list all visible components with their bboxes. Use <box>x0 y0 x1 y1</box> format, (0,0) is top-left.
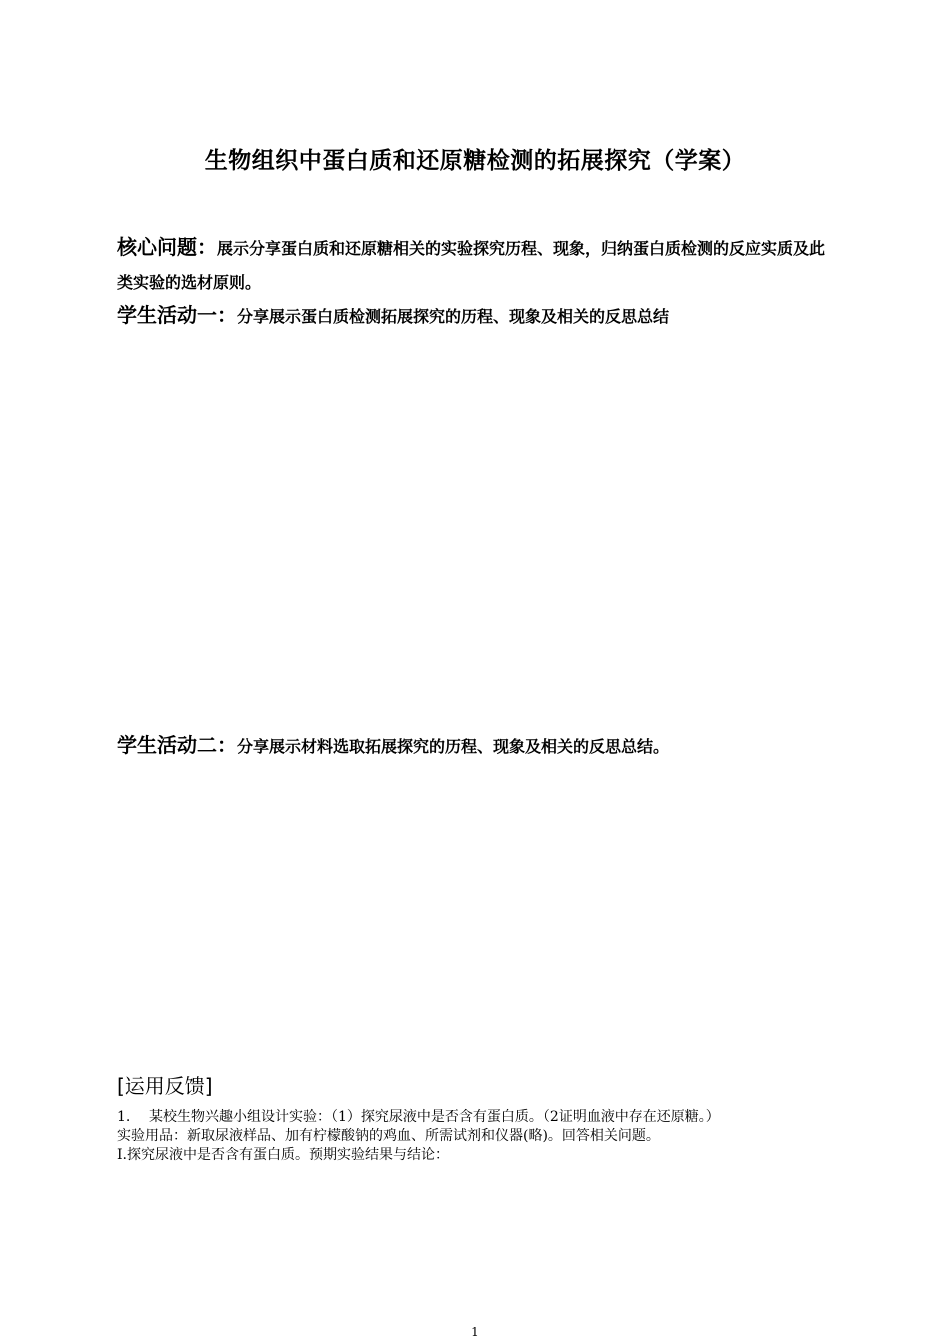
materials-line: 实验用品：新取尿液样品、加有柠檬酸钠的鸡血、所需试剂和仪器(略)。回答相关问题。 <box>117 1128 660 1144</box>
activity-two-label: 学生活动二： <box>117 733 237 757</box>
activity-two-text: 分享展示材料选取拓展探究的历程、现象及相关的反思总结。 <box>237 737 670 756</box>
page-title: 生物组织中蛋白质和还原糖检测的拓展探究（学案） <box>204 148 746 174</box>
activity-one-label: 学生活动一： <box>117 303 237 327</box>
feedback-section <box>117 1108 837 1165</box>
question-one <box>117 1108 837 1127</box>
activity-one-text: 分享展示蛋白质检测拓展探究的历程、现象及相关的反思总结 <box>237 307 670 326</box>
activity-one <box>117 300 837 332</box>
core-question-text: 展示分享蛋白质和还原糖相关的实验探究历程、现象，归纳蛋白质检测的反应实质及此类实验的选材原则。 <box>117 239 826 292</box>
part-one-line: Ⅰ.探究尿液中是否含有蛋白质。预期实验结果与结论： <box>117 1147 449 1163</box>
core-question <box>117 230 837 300</box>
page-number: 1 <box>471 1325 479 1339</box>
question-text: 某校生物兴趣小组设计实验：（1）探究尿液中是否含有蛋白质。（2证明血液中存在还原糖。） <box>149 1109 720 1125</box>
feedback-heading: [运用反馈] <box>117 1074 213 1098</box>
activity-two <box>117 730 837 762</box>
core-question-label: 核心问题： <box>117 235 217 259</box>
question-number: 1. <box>117 1109 131 1125</box>
